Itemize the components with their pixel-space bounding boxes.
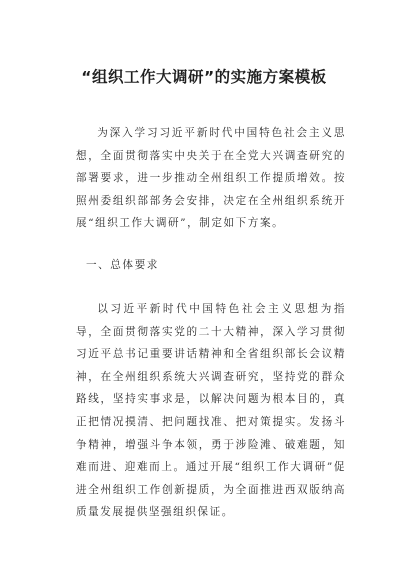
section-paragraph: 以习近平新时代中国特色社会主义思想为指导，全面贯彻落实党的二十大精神，深入学习贯彻习近平总书记重要讲话精神和全省组织部长会议精神，在全州组织系统大兴调查研究，坚持党的群众路线，坚持实事求是，以解决问题为根本目的，真正把情况摸清、把问题找准、把对策提实。发扬斗争精神，增强斗争本领，勇于涉险滩、破难题，知难而进、迎难而上。通过开展“组织工作大调研”促进全州组织工作创新提质，为全面推进西双版纳高质量发展提供坚强组织保证。 [76,303,346,519]
intro-paragraph: 为深入学习习近平新时代中国特色社会主义思想，全面贯彻落实中央关于在全党大兴调查研究的部署要求，进一步推动全州组织工作提质增效。按照州委组织部部务会安排，决定在全州组织系统开展“组织工作大调研”，制定如下方案。 [76,127,346,230]
document-title: “组织工作大调研”的实施方案模板 [81,68,327,86]
section-heading: 一、总体要求 [86,259,159,271]
